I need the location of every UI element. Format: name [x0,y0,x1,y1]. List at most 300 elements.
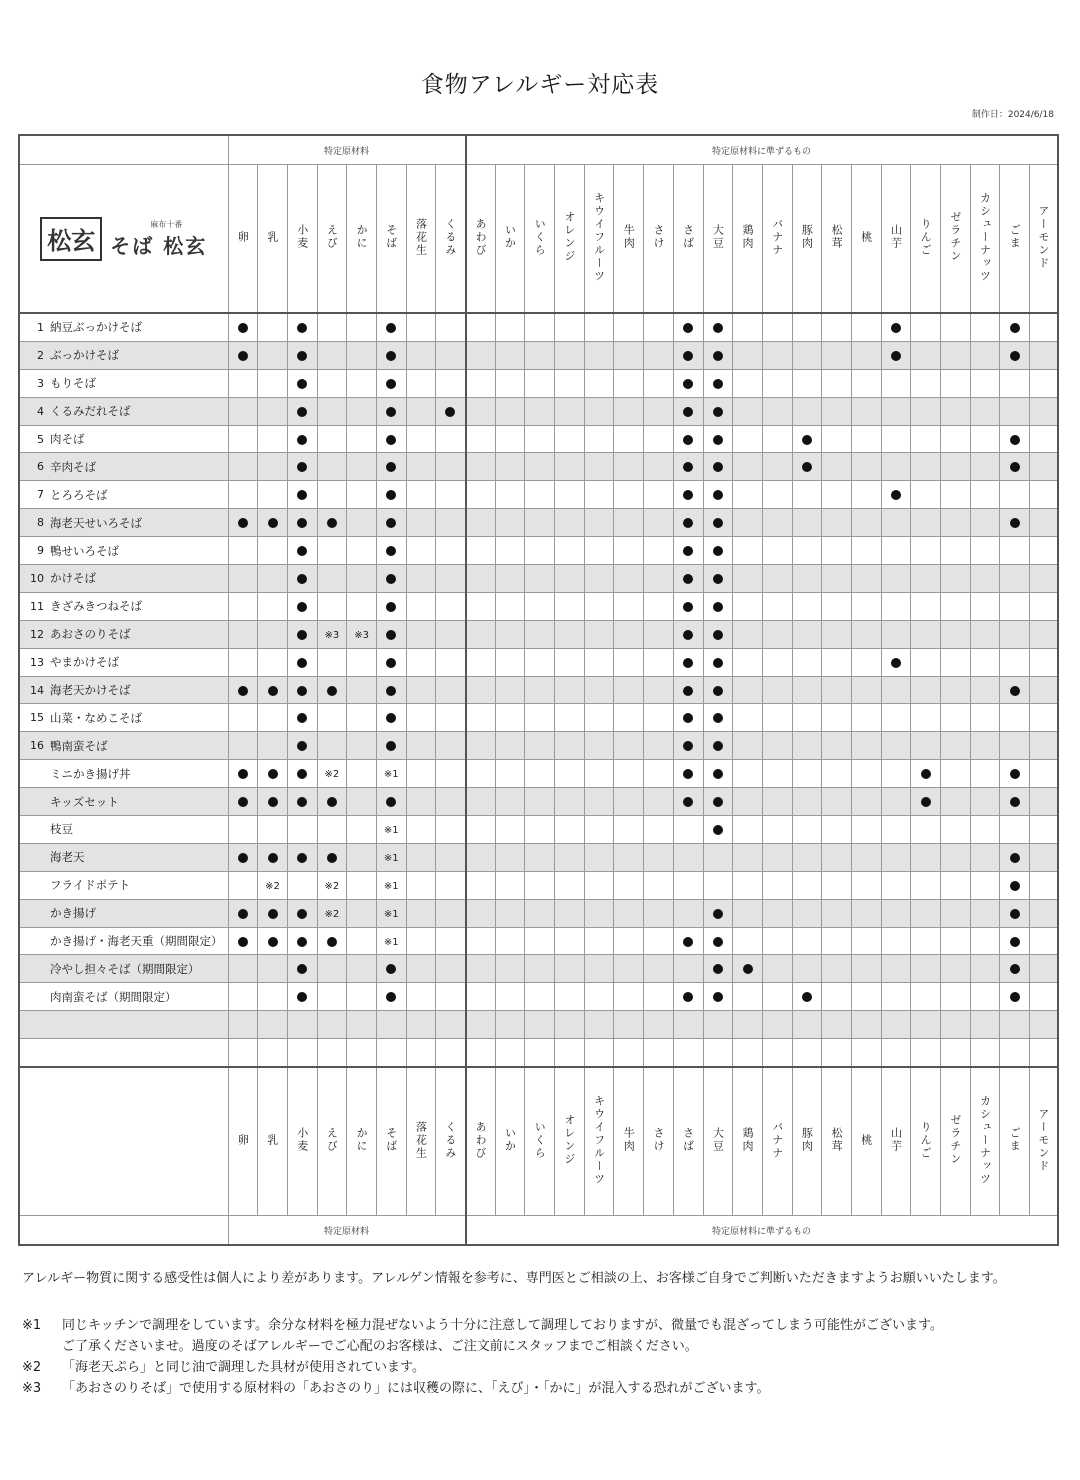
allergen-label: 卵 [236,230,250,244]
allergen-label: 鶏肉 [741,1127,755,1154]
allergen-label: 卵 [236,1133,250,1147]
allergen-cell [644,397,674,425]
allergen-cell [258,788,288,816]
allergen-cell [555,648,585,676]
allergen-cell [466,341,496,369]
allergen-cell [495,397,525,425]
allergen-cell [347,481,377,509]
allergen-cell [673,397,703,425]
dot-mark [386,602,396,612]
allergen-cell [851,983,881,1011]
allergen-cell [733,1011,763,1039]
allergen-cell [1000,1011,1030,1039]
dot-mark [713,323,723,333]
allergen-cell [287,788,317,816]
allergen-cell [1000,1039,1030,1067]
dot-mark [445,407,455,417]
allergen-cell [644,509,674,537]
dot-mark [683,992,693,1002]
allergen-cell [881,509,911,537]
allergen-cell [911,397,941,425]
dot-mark [268,686,278,696]
allergen-cell [733,369,763,397]
allergen-cell [881,565,911,593]
allergen-cell [822,788,852,816]
dot-mark [1010,351,1020,361]
allergen-cell [495,732,525,760]
allergen-cell [228,425,258,453]
category-row [19,1216,1058,1246]
allergen-cell [822,509,852,537]
allergen-cell [258,341,288,369]
allergen-cell [436,871,466,899]
allergen-cell [287,453,317,481]
allergen-cell [851,397,881,425]
allergen-cell [970,732,1000,760]
allergen-cell [941,425,971,453]
allergen-cell [258,816,288,844]
table-row [19,425,1058,453]
allergen-cell [376,592,406,620]
dot-mark [268,909,278,919]
dot-mark [238,769,248,779]
note-mark: ※1 [383,824,399,836]
allergen-cell [644,620,674,648]
note-mark: ※2 [324,908,340,920]
note-mark: ※2 [265,880,280,892]
allergen-cell [584,592,614,620]
allergen-cell [644,732,674,760]
dot-mark [713,825,723,835]
allergen-cell [762,481,792,509]
allergen-cell [436,453,466,481]
allergen-cell [733,509,763,537]
allergen-cell [258,955,288,983]
allergen-label: 乳 [266,230,280,244]
allergen-cell [525,676,555,704]
allergen-cell [644,481,674,509]
allergen-cell [1000,955,1030,983]
allergen-cell [881,313,911,341]
allergen-label: 大豆 [711,1127,725,1154]
allergen-label: りんご [919,1120,933,1160]
dot-mark [713,964,723,974]
allergen-cell [970,816,1000,844]
allergen-cell [436,843,466,871]
allergen-cell [911,537,941,565]
allergen-cell [762,648,792,676]
dot-mark [386,686,396,696]
dot-mark [386,323,396,333]
dot-mark [1010,686,1020,696]
allergen-cell [258,425,288,453]
table-row [19,648,1058,676]
allergen-cell [911,509,941,537]
allergen-cell [317,788,347,816]
allergen-cell [1030,983,1058,1011]
allergen-cell [733,341,763,369]
allergen-cell [941,648,971,676]
table-row [19,955,1058,983]
dot-mark [297,658,307,668]
logo-mark: 松玄 [40,217,102,261]
dot-mark [1010,937,1020,947]
allergen-cell [762,565,792,593]
menu-item-name: 辛肉そば [47,453,228,481]
dot-mark [297,713,307,723]
allergen-cell [258,481,288,509]
allergen-cell [406,704,436,732]
allergen-label: いか [503,1127,517,1154]
allergen-header [762,165,792,314]
allergen-cell [792,565,822,593]
allergen-cell [466,620,496,648]
allergen-cell [258,369,288,397]
allergen-cell [555,537,585,565]
allergen-cell [614,537,644,565]
allergen-cell [466,537,496,565]
allergen-cell [822,732,852,760]
allergen-header [317,165,347,314]
allergen-cell [466,1011,496,1039]
allergen-label: えび [325,224,339,250]
dot-mark [713,992,723,1002]
allergen-label: 落花生 [414,1120,428,1160]
allergen-header [406,1067,436,1216]
allergen-cell [911,983,941,1011]
dot-mark [683,351,693,361]
dot-mark [1010,797,1020,807]
allergen-cell [703,369,733,397]
allergen-cell [673,341,703,369]
row-number [19,1011,47,1039]
allergen-cell [406,425,436,453]
allergen-cell [1030,341,1058,369]
allergen-cell [495,983,525,1011]
allergen-cell [614,927,644,955]
allergen-cell [1030,397,1058,425]
allergen-header [258,165,288,314]
allergen-cell [762,676,792,704]
allergen-header [466,165,496,314]
allergen-cell [317,425,347,453]
allergen-cell [466,843,496,871]
dot-mark [683,490,693,500]
allergen-header [1030,1067,1058,1216]
allergen-cell [733,816,763,844]
allergen-cell [762,704,792,732]
category-blank [19,135,228,165]
menu-item-name: 鴨南蛮そば [47,732,228,760]
allergen-cell [822,620,852,648]
allergen-cell [970,955,1000,983]
allergen-cell [703,537,733,565]
allergen-cell [258,983,288,1011]
allergen-cell [347,565,377,593]
allergen-cell [644,816,674,844]
allergen-cell [1000,341,1030,369]
allergen-cell [347,816,377,844]
allergen-cell [258,871,288,899]
dot-mark [297,769,307,779]
allergen-label: 桃 [859,1133,873,1147]
allergen-cell [406,983,436,1011]
allergen-cell [792,509,822,537]
allergen-cell [851,871,881,899]
allergen-label: カシューナッツ [978,1094,992,1186]
allergen-cell [941,676,971,704]
allergen-cell [1000,369,1030,397]
allergen-cell [881,1039,911,1067]
allergen-cell [762,843,792,871]
allergen-cell [733,760,763,788]
allergen-cell [495,341,525,369]
allergen-cell [347,760,377,788]
allergen-cell [614,676,644,704]
allergen-cell [228,816,258,844]
allergen-cell [941,1011,971,1039]
allergen-cell [555,760,585,788]
allergen-cell [228,1039,258,1067]
allergen-cell [406,927,436,955]
allergen-cell [881,871,911,899]
allergen-cell [436,648,466,676]
dot-mark [297,351,307,361]
allergen-cell [911,369,941,397]
allergen-cell [792,1039,822,1067]
allergen-cell [762,955,792,983]
allergen-cell [525,1039,555,1067]
allergen-cell [258,509,288,537]
allergen-cell [466,453,496,481]
allergen-cell [822,453,852,481]
dot-mark [297,853,307,863]
table-row [19,313,1058,341]
category-equivalent: 特定原材料に準ずるもの [466,135,1058,165]
dot-mark [1010,909,1020,919]
allergen-cell [347,927,377,955]
dot-mark [891,351,901,361]
allergen-cell [970,676,1000,704]
allergen-cell [911,1039,941,1067]
menu-item-name: とろろそば [47,481,228,509]
allergen-cell [466,425,496,453]
allergen-cell [970,983,1000,1011]
allergen-header [911,1067,941,1216]
allergen-cell [644,871,674,899]
allergen-cell [287,983,317,1011]
allergen-cell [673,899,703,927]
allergen-cell [822,899,852,927]
allergen-label: キウイフルーツ [592,191,606,283]
allergen-cell [584,425,614,453]
allergen-cell [317,369,347,397]
allergen-cell [376,955,406,983]
allergen-cell [584,983,614,1011]
dot-mark [1010,518,1020,528]
dot-mark [683,574,693,584]
allergen-cell [525,509,555,537]
allergen-cell [941,871,971,899]
allergen-cell [466,509,496,537]
allergen-cell [644,341,674,369]
allergen-cell [851,732,881,760]
table-row [19,1011,1058,1039]
note-line [22,1357,1062,1378]
allergen-cell [555,732,585,760]
allergen-label: りんご [919,217,933,257]
note-text: 「海老天ぷら」と同じ油で調理した具材が使用されています。 [62,1360,425,1375]
allergen-cell [970,592,1000,620]
allergen-cell [970,927,1000,955]
allergen-cell [644,760,674,788]
notes-intro: アレルギー物質に関する感受性は個人により差があります。アレルゲン情報を参考に、専門医とご相談の上、お客様ご自身でご判断いただきますようお願いいたします。 [22,1271,1006,1286]
menu-item-name: キッズセット [47,788,228,816]
allergen-cell [970,369,1000,397]
allergen-cell [733,565,763,593]
allergen-header [733,1067,763,1216]
allergen-cell [822,927,852,955]
allergen-cell [614,509,644,537]
allergen-header [792,165,822,314]
allergen-header [792,1067,822,1216]
allergen-cell [406,676,436,704]
dot-mark [386,964,396,974]
allergen-cell [822,983,852,1011]
allergen-cell [673,843,703,871]
allergen-cell [733,592,763,620]
allergen-cell [406,760,436,788]
allergen-cell [1030,732,1058,760]
allergen-cell [644,565,674,593]
allergen-cell [228,341,258,369]
allergen-cell [525,648,555,676]
allergen-cell [1030,565,1058,593]
allergen-cell [614,871,644,899]
allergen-cell [792,369,822,397]
allergen-cell [911,816,941,844]
allergen-cell [347,648,377,676]
allergen-cell [851,760,881,788]
allergen-label: 松茸 [830,224,844,250]
allergen-cell [614,397,644,425]
dot-mark [713,602,723,612]
allergen-cell [703,341,733,369]
dot-mark [238,351,248,361]
note-text: 「あおさのりそば」で使用する原材料の「あおさのり」には収穫の際に、「えび」・「かに」が混入する恐れがございます。 [62,1381,770,1396]
allergen-cell [614,425,644,453]
dot-mark [683,937,693,947]
allergen-cell [792,843,822,871]
allergen-cell [287,899,317,927]
note-mark: ※1 [383,936,399,948]
allergen-cell [614,788,644,816]
allergen-header [228,165,258,314]
allergen-cell [762,313,792,341]
allergen-cell [1030,788,1058,816]
allergen-cell [881,732,911,760]
allergen-cell [436,313,466,341]
allergen-header [762,1067,792,1216]
allergen-cell [673,369,703,397]
allergen-cell [673,955,703,983]
allergen-cell [317,676,347,704]
allergen-header [287,1067,317,1216]
allergen-cell [792,592,822,620]
allergen-cell [881,341,911,369]
allergen-cell [555,899,585,927]
allergen-cell [941,1039,971,1067]
allergen-cell [287,676,317,704]
allergen-label: さば [681,224,695,250]
allergen-header [851,165,881,314]
allergen-cell [851,816,881,844]
allergen-cell [941,927,971,955]
allergen-cell [822,704,852,732]
dot-mark [327,853,337,863]
dot-mark [297,490,307,500]
note-mark: ※1 [383,880,399,892]
allergen-cell [1030,313,1058,341]
allergen-cell [762,1039,792,1067]
allergen-cell [792,816,822,844]
allergen-cell [317,592,347,620]
table-row [19,899,1058,927]
allergen-cell [228,537,258,565]
allergen-cell [1000,397,1030,425]
dot-mark [1010,769,1020,779]
allergen-cell [881,760,911,788]
allergen-cell [258,899,288,927]
allergen-cell [228,676,258,704]
allergen-cell [911,760,941,788]
allergen-cell [436,927,466,955]
allergen-cell [466,397,496,425]
allergen-cell [703,732,733,760]
allergen-cell [287,481,317,509]
allergen-cell [881,648,911,676]
allergen-cell [614,620,644,648]
page-title: 食物アレルギー対応表 [420,72,660,98]
note-key: ※1 [22,1318,42,1333]
allergen-cell [792,1011,822,1039]
allergen-cell [466,927,496,955]
allergen-cell [406,843,436,871]
allergen-cell [1000,871,1030,899]
allergen-cell [970,1039,1000,1067]
allergen-cell [792,871,822,899]
allergen-cell [436,676,466,704]
allergen-cell [703,565,733,593]
allergen-cell [495,788,525,816]
allergen-cell [822,592,852,620]
allergen-cell [644,676,674,704]
allergen-cell [822,425,852,453]
allergen-cell [228,955,258,983]
note-mark: ※3 [324,629,340,641]
dot-mark [238,937,248,947]
allergen-cell [673,620,703,648]
allergen-label: あわび [474,217,488,257]
allergen-cell [941,788,971,816]
allergen-cell [851,620,881,648]
note-line [22,1336,1062,1357]
allergen-label: 山芋 [889,1127,903,1154]
allergen-cell [1000,425,1030,453]
allergen-cell [376,313,406,341]
allergen-cell [792,313,822,341]
dot-mark [802,462,812,472]
